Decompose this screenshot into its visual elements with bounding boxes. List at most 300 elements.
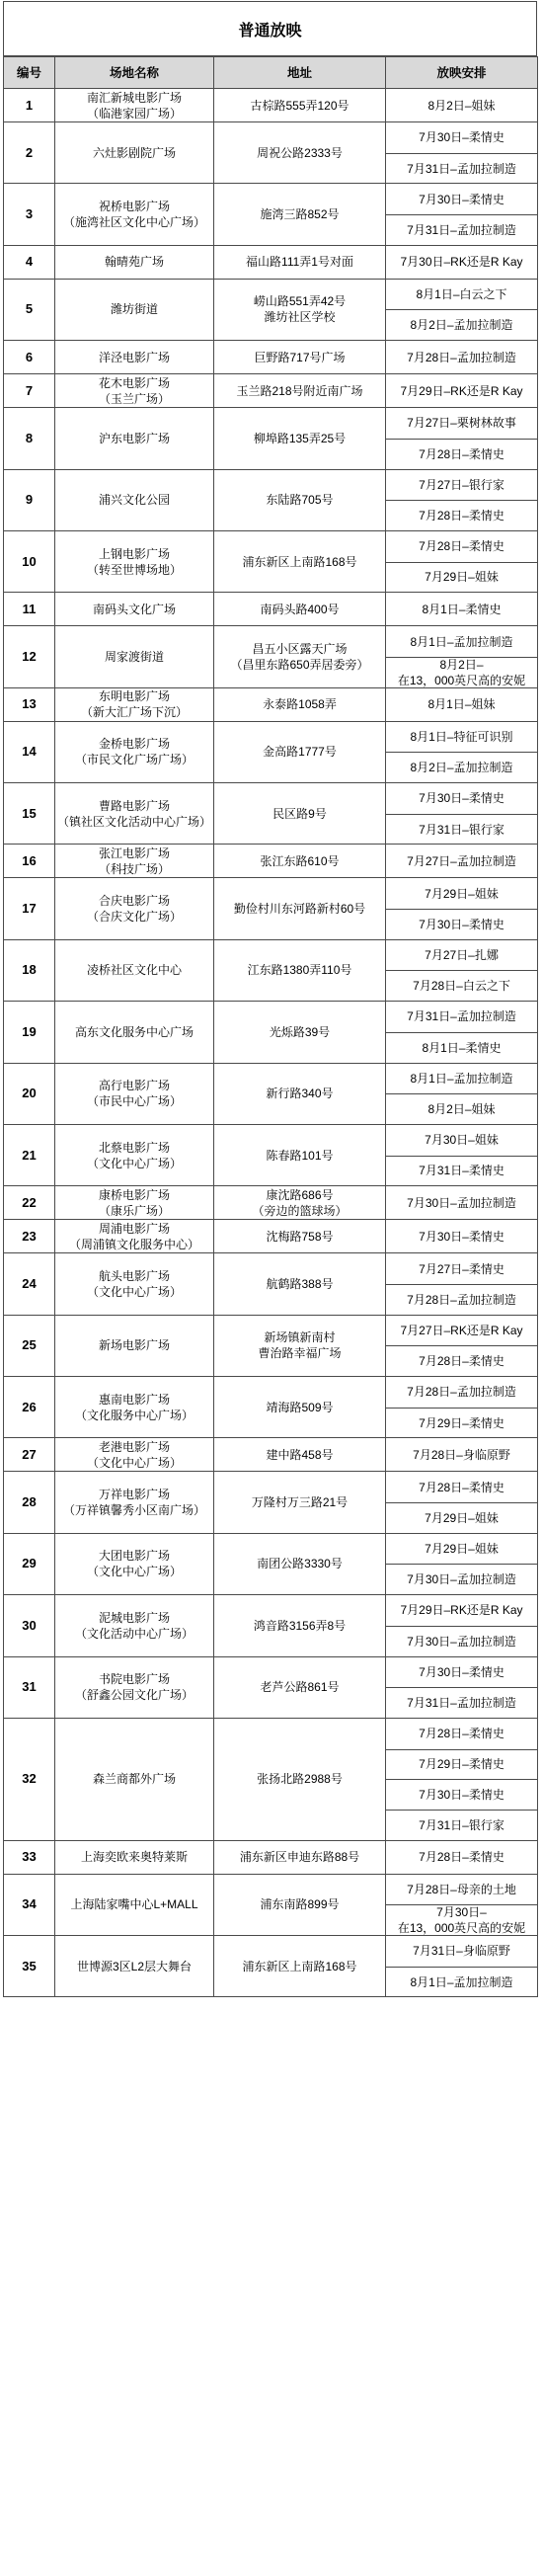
text-line: （合庆文化广场） [86, 910, 182, 925]
text-line: 南团公路3330号 [257, 1557, 343, 1571]
screening-slot [386, 1377, 537, 1408]
text-line: 勤俭村川东河路新村60号 [233, 902, 366, 917]
text-line: 建中路458号 [266, 1447, 334, 1462]
text-line: 潍坊社区学校 [264, 310, 336, 325]
venue-address [214, 341, 386, 374]
text-line: 7月31日–身临原野 [413, 1944, 510, 1959]
screening-slot [386, 246, 537, 279]
screening-slot [386, 1967, 537, 1997]
screening-slot [386, 657, 537, 687]
text-line: 康桥电影广场 [98, 1187, 170, 1202]
venue-address [214, 530, 386, 592]
text-line: 8月1日–白云之下 [416, 287, 507, 302]
venue-address [214, 1315, 386, 1376]
table-row [4, 1253, 538, 1315]
screening-slot [386, 153, 537, 184]
row-number: 18 [4, 939, 55, 1001]
header-schedule: 放映安排 [386, 57, 538, 89]
venue-name [55, 122, 214, 184]
screening-schedule [386, 184, 538, 245]
venue-address [214, 783, 386, 845]
screening-slot [386, 1875, 537, 1905]
screening-slot [386, 1564, 537, 1594]
venue-address [214, 1220, 386, 1253]
text-line: （临港家园广场） [86, 106, 182, 121]
text-line: 鸿音路3156弄8号 [253, 1618, 347, 1633]
screening-slot [386, 1502, 537, 1533]
screening-slot [386, 408, 537, 439]
row-number: 21 [4, 1124, 55, 1185]
screening-schedule [386, 1472, 538, 1533]
row-number: 10 [4, 530, 55, 592]
text-line: 浦东新区申迪东路88号 [239, 1850, 360, 1865]
screening-slot [386, 1687, 537, 1718]
text-line: 柳埠路135弄25号 [253, 431, 347, 445]
row-number: 35 [4, 1936, 55, 1997]
text-line: 周浦电影广场 [98, 1221, 170, 1236]
venue-address [214, 878, 386, 939]
header-number: 编号 [4, 57, 55, 89]
venue-name [55, 245, 214, 279]
venue-name [55, 626, 214, 687]
screening-schedule [386, 783, 538, 845]
text-line: 8月2日–姐妹 [427, 98, 496, 113]
text-line: 周家渡街道 [104, 649, 164, 664]
text-line: 惠南电影广场 [98, 1392, 170, 1407]
screening-schedule [386, 1124, 538, 1185]
venue-name [55, 1253, 214, 1315]
text-line: 沈梅路758号 [266, 1229, 334, 1244]
text-line: 光烁路39号 [269, 1024, 331, 1039]
screening-slot [386, 280, 537, 310]
text-line: 金高路1777号 [263, 745, 337, 760]
screening-schedule [386, 1253, 538, 1315]
text-line: 江东路1380弄110号 [247, 963, 352, 978]
text-line: 7月29日–姐妹 [425, 570, 499, 585]
screening-slot [386, 562, 537, 593]
row-number: 28 [4, 1472, 55, 1533]
venue-address [214, 626, 386, 687]
text-line: 7月30日–姐妹 [425, 1133, 499, 1148]
screening-schedule [386, 1936, 538, 1997]
text-line: 8月1日–孟加拉制造 [410, 634, 513, 649]
text-line: 古棕路555弄120号 [250, 98, 349, 113]
row-number: 26 [4, 1377, 55, 1438]
text-line: （转至世博场地） [86, 562, 182, 577]
venue-name [55, 1063, 214, 1124]
screening-schedule [386, 1186, 538, 1220]
venue-name [55, 783, 214, 845]
table-row [4, 687, 538, 721]
table-row [4, 1063, 538, 1124]
text-line: （镇社区文化活动中心广场） [57, 814, 212, 829]
text-line: 7月28日–柔情史 [419, 509, 504, 523]
screening-schedule [386, 1595, 538, 1656]
screening-slot [386, 1156, 537, 1186]
screening-schedule [386, 1874, 538, 1935]
table-row [4, 469, 538, 530]
venue-address [214, 1124, 386, 1185]
screening-slot [386, 470, 537, 501]
text-line: 7月27日–RK还是R Kay [400, 1323, 523, 1337]
venue-name [55, 1186, 214, 1220]
text-line: （科技广场） [98, 861, 170, 876]
screening-slot [386, 1316, 537, 1346]
row-number: 27 [4, 1438, 55, 1472]
screening-schedule [386, 626, 538, 687]
text-line: 民区路9号 [272, 806, 327, 821]
venue-address [214, 89, 386, 122]
screening-slot [386, 309, 537, 340]
screening-slot [386, 1534, 537, 1565]
text-line: 7月27日–扎娜 [425, 948, 499, 963]
venue-address [214, 1840, 386, 1874]
row-number: 25 [4, 1315, 55, 1376]
table-row [4, 408, 538, 469]
text-line: 福山路111弄1号对面 [246, 255, 353, 270]
venue-name [55, 1438, 214, 1472]
venue-address [214, 1595, 386, 1656]
venue-name [55, 341, 214, 374]
text-line: 张扬北路2988号 [257, 1772, 343, 1787]
screening-slot [386, 1125, 537, 1156]
text-line: 7月31日–孟加拉制造 [407, 1696, 516, 1711]
text-line: 高行电影广场 [98, 1079, 170, 1093]
text-line: （文化活动中心广场） [74, 1626, 194, 1641]
text-line: （文化中心广场） [86, 1156, 182, 1170]
table-row [4, 1186, 538, 1220]
screening-slot [386, 1719, 537, 1749]
screening-slot [386, 1936, 537, 1967]
table-row [4, 845, 538, 878]
screening-slot [386, 531, 537, 562]
table-row [4, 1595, 538, 1656]
text-line: 7月29日–姐妹 [425, 886, 499, 901]
venue-name [55, 1595, 214, 1656]
venue-address [214, 1533, 386, 1594]
text-line: （市民文化广场广场） [74, 753, 194, 767]
text-line: 7月30日–柔情史 [419, 130, 504, 145]
text-line: 新行路340号 [266, 1087, 334, 1101]
text-line: 7月30日–孟加拉制造 [407, 1634, 516, 1649]
screening-slot [386, 593, 537, 625]
text-line: 南汇新城电影广场 [86, 90, 182, 105]
screening-slot [386, 1408, 537, 1438]
text-line: 陈春路101号 [266, 1148, 334, 1163]
text-line: （玉兰广场） [98, 391, 170, 406]
text-line: （舒鑫公园文化广场） [74, 1688, 194, 1703]
row-number: 29 [4, 1533, 55, 1594]
screening-slot [386, 1220, 537, 1252]
text-line: 7月30日–柔情史 [419, 791, 504, 806]
screening-schedule [386, 341, 538, 374]
text-line: 永泰路1058弄 [263, 697, 337, 712]
venue-address [214, 845, 386, 878]
table-row [4, 1936, 538, 1997]
screening-slot [386, 845, 537, 877]
venue-address [214, 184, 386, 245]
screening-slot [386, 341, 537, 373]
text-line: 高东文化服务中心广场 [74, 1024, 194, 1039]
venue-name [55, 687, 214, 721]
table-row [4, 245, 538, 279]
table-row [4, 279, 538, 340]
text-line: 浦东新区上南路168号 [242, 1959, 357, 1973]
text-line: 洋泾电影广场 [98, 350, 170, 364]
venue-address [214, 1063, 386, 1124]
text-line: 潍坊街道 [110, 302, 158, 317]
screening-schedule [386, 245, 538, 279]
screening-schedule [386, 408, 538, 469]
table-row [4, 1874, 538, 1935]
text-line: 8月2日–孟加拉制造 [410, 761, 513, 775]
text-line: （文化中心广场） [86, 1565, 182, 1579]
venue-name [55, 1718, 214, 1840]
table-row [4, 593, 538, 626]
table-row [4, 184, 538, 245]
venue-address [214, 408, 386, 469]
text-line: 7月30日–柔情史 [419, 192, 504, 206]
table-row [4, 1472, 538, 1533]
text-line: 8月2日–姐妹 [427, 1102, 496, 1117]
screening-slot [386, 1626, 537, 1656]
table-body [4, 89, 538, 1997]
venue-name [55, 1656, 214, 1718]
screening-slot [386, 1749, 537, 1780]
text-line: 7月31日–孟加拉制造 [407, 1009, 516, 1024]
text-line: 花木电影广场 [98, 375, 170, 390]
text-line: 7月28日–柔情史 [419, 1480, 504, 1494]
text-line: 巨野路717号广场 [254, 350, 346, 364]
screening-slot [386, 89, 537, 121]
screening-schedule [386, 1002, 538, 1063]
screening-schedule [386, 279, 538, 340]
screening-slot [386, 1186, 537, 1219]
text-line: （昌里东路650弄居委旁） [230, 657, 369, 672]
text-line: 7月27日–柔情史 [419, 1261, 504, 1276]
text-line: 7月28日–孟加拉制造 [407, 1385, 516, 1400]
row-number: 20 [4, 1063, 55, 1124]
text-line: 7月31日–孟加拉制造 [407, 161, 516, 176]
text-line: 老港电影广场 [98, 1439, 170, 1454]
screening-slot [386, 1002, 537, 1032]
text-line: 7月30日–柔情史 [419, 1229, 504, 1244]
text-line: 8月1日–孟加拉制造 [410, 1974, 513, 1989]
table-row [4, 1220, 538, 1253]
text-line: 7月30日–柔情史 [419, 1788, 504, 1803]
text-line: 7月30日–孟加拉制造 [407, 1572, 516, 1587]
venue-name [55, 1124, 214, 1185]
text-line: 8月1日–柔情史 [422, 1040, 502, 1055]
table-row [4, 374, 538, 408]
text-line: 老芦公路861号 [260, 1680, 340, 1695]
text-line: 上钢电影广场 [98, 546, 170, 561]
text-line: 昌五小区露天广场 [252, 641, 348, 656]
row-number: 15 [4, 783, 55, 845]
row-number: 4 [4, 245, 55, 279]
text-line: 7月30日– [436, 1905, 487, 1920]
screening-slot [386, 1595, 537, 1626]
table-row [4, 1718, 538, 1840]
screening-schedule [386, 878, 538, 939]
row-number: 22 [4, 1186, 55, 1220]
text-line: 张江电影广场 [98, 845, 170, 860]
screening-schedule [386, 845, 538, 878]
row-number: 19 [4, 1002, 55, 1063]
table-row [4, 783, 538, 845]
text-line: （施湾社区文化中心广场） [62, 215, 205, 230]
venue-address [214, 939, 386, 1001]
table-row [4, 878, 538, 939]
text-line: 万祥电影广场 [98, 1488, 170, 1502]
text-line: 7月29日–柔情史 [419, 1415, 504, 1430]
text-line: 7月28日–柔情史 [419, 446, 504, 461]
venue-name [55, 593, 214, 626]
venue-address [214, 1186, 386, 1220]
venue-address [214, 469, 386, 530]
venue-name [55, 469, 214, 530]
text-line: 7月29日–RK还是R Kay [400, 1603, 523, 1618]
text-line: 8月2日– [439, 657, 484, 672]
table-row [4, 341, 538, 374]
venue-name [55, 1533, 214, 1594]
text-line: 7月27日–银行家 [419, 477, 504, 492]
text-line: 凌桥社区文化中心 [86, 963, 182, 978]
text-line: 大团电影广场 [98, 1549, 170, 1564]
venue-name [55, 721, 214, 782]
venue-address [214, 1472, 386, 1533]
venue-address [214, 1656, 386, 1718]
venue-name [55, 279, 214, 340]
text-line: 浦东南路899号 [260, 1897, 340, 1912]
venue-address [214, 593, 386, 626]
text-line: 7月30日–孟加拉制造 [407, 1195, 516, 1210]
text-line: 浦东新区上南路168号 [242, 554, 357, 569]
screening-schedule [386, 721, 538, 782]
screening-slot [386, 1438, 537, 1471]
screening-slot [386, 1253, 537, 1284]
row-number: 34 [4, 1874, 55, 1935]
text-line: 7月31日–柔情史 [419, 1164, 504, 1178]
text-line: 7月29日–姐妹 [425, 1510, 499, 1525]
venue-name [55, 878, 214, 939]
text-line: 上海陆家嘴中心L+MALL [70, 1897, 198, 1912]
table-row [4, 1377, 538, 1438]
screening-schedule [386, 374, 538, 408]
text-line: 7月28日–身临原野 [413, 1447, 510, 1462]
schedule-sheet [3, 1, 537, 1997]
screening-slot [386, 688, 537, 721]
venue-name [55, 530, 214, 592]
text-line: 7月30日–RK还是R Kay [400, 255, 523, 270]
screening-slot [386, 122, 537, 153]
screening-schedule [386, 1377, 538, 1438]
text-line: 7月28日–柔情史 [419, 539, 504, 554]
row-number: 12 [4, 626, 55, 687]
text-line: 7月28日–母亲的土地 [407, 1882, 516, 1896]
screening-schedule [386, 469, 538, 530]
text-line: 翰晴苑广场 [104, 255, 164, 270]
venue-name [55, 1220, 214, 1253]
text-line: （市民中心广场） [86, 1094, 182, 1109]
screening-slot [386, 1284, 537, 1315]
text-line: （文化中心广场） [86, 1455, 182, 1470]
screening-schedule [386, 1438, 538, 1472]
text-line: 康沈路686号 [266, 1187, 334, 1202]
screening-schedule [386, 939, 538, 1001]
table-row [4, 1533, 538, 1594]
table-row [4, 626, 538, 687]
screening-slot [386, 374, 537, 407]
text-line: （旁边的篮球场） [252, 1203, 348, 1218]
text-line: 南码头文化广场 [92, 602, 176, 616]
text-line: 六灶影剧院广场 [92, 145, 176, 160]
venue-name [55, 89, 214, 122]
screening-schedule [386, 1840, 538, 1874]
screening-schedule [386, 1718, 538, 1840]
header-address: 地址 [214, 57, 386, 89]
table-row [4, 122, 538, 184]
venue-address [214, 687, 386, 721]
row-number: 13 [4, 687, 55, 721]
row-number: 7 [4, 374, 55, 408]
row-number: 24 [4, 1253, 55, 1315]
row-number: 16 [4, 845, 55, 878]
text-line: 靖海路509号 [266, 1400, 334, 1414]
table-row [4, 1840, 538, 1874]
row-number: 31 [4, 1656, 55, 1718]
row-number: 2 [4, 122, 55, 184]
screening-slot [386, 783, 537, 814]
text-line: 北蔡电影广场 [98, 1140, 170, 1155]
screening-slot [386, 970, 537, 1001]
screening-slot [386, 1810, 537, 1840]
header-venue: 场地名称 [55, 57, 214, 89]
row-number: 11 [4, 593, 55, 626]
screening-slot [386, 184, 537, 214]
venue-address [214, 1253, 386, 1315]
screening-slot [386, 1472, 537, 1502]
row-number: 32 [4, 1718, 55, 1840]
venue-address [214, 1718, 386, 1840]
text-line: 玉兰路218号附近南广场 [236, 383, 363, 398]
text-line: （新大汇广场下沉） [80, 705, 188, 720]
row-number: 8 [4, 408, 55, 469]
text-line: 世博源3区L2层大舞台 [76, 1959, 193, 1973]
row-number: 3 [4, 184, 55, 245]
venue-name [55, 1472, 214, 1533]
text-line: （文化中心广场） [86, 1284, 182, 1299]
venue-name [55, 408, 214, 469]
screening-slot [386, 878, 537, 909]
text-line: （万祥镇馨秀小区南广场） [62, 1503, 205, 1518]
text-line: 7月31日–孟加拉制造 [407, 222, 516, 237]
venue-address [214, 721, 386, 782]
screening-schedule [386, 1063, 538, 1124]
header-row [4, 57, 538, 89]
row-number: 9 [4, 469, 55, 530]
screening-schedule [386, 89, 538, 122]
screening-slot [386, 909, 537, 939]
screening-slot [386, 500, 537, 530]
text-line: 泥城电影广场 [98, 1610, 170, 1625]
screening-schedule [386, 1656, 538, 1718]
venue-name [55, 1840, 214, 1874]
schedule-table [3, 56, 538, 1997]
venue-name [55, 374, 214, 408]
text-line: 合庆电影广场 [98, 894, 170, 909]
text-line: 7月31日–银行家 [419, 1817, 504, 1832]
